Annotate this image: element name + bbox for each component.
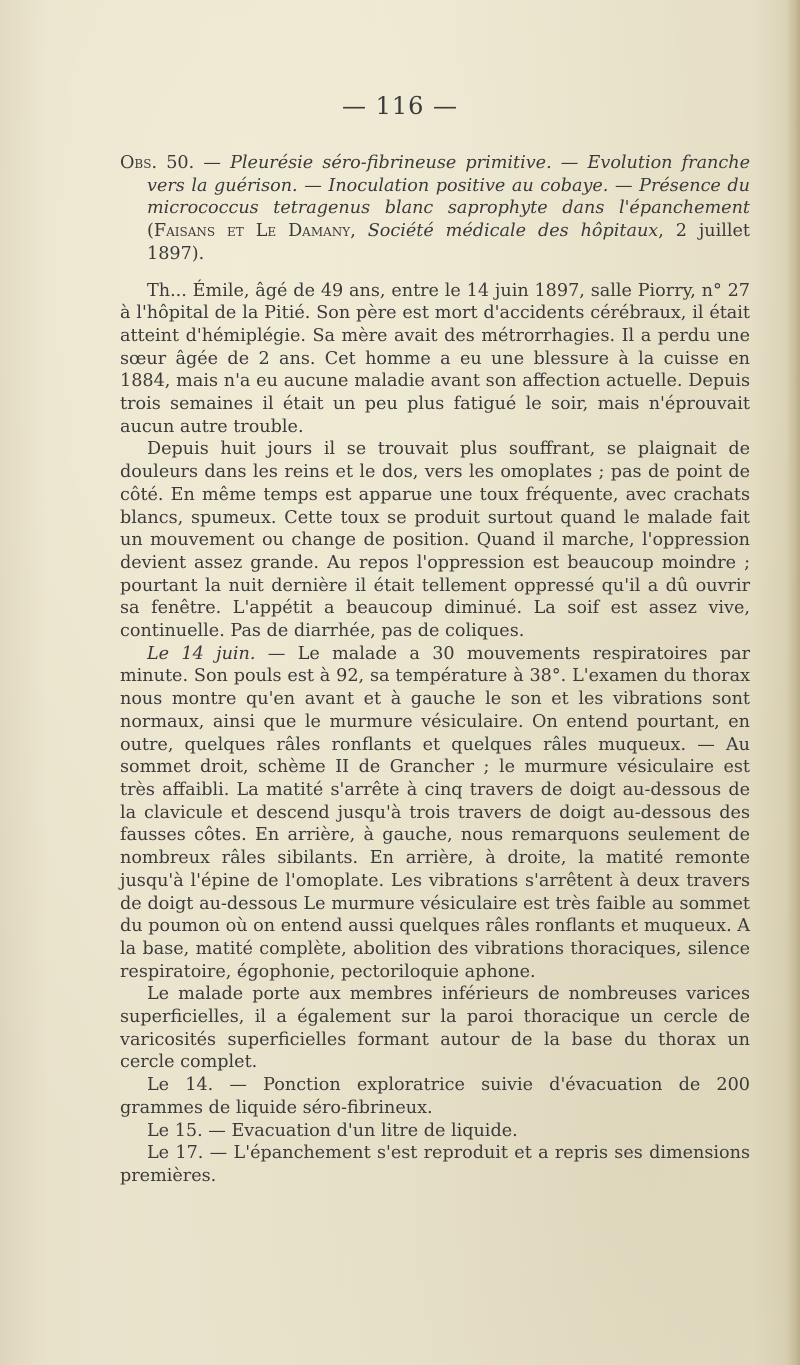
observation-authors: Faisans et Le Damany: [153, 221, 351, 242]
paragraph-6: Le 15. — Evacuation d'un litre de liquide.: [147, 1120, 518, 1141]
paragraph-4: Le malade porte aux membres inférieurs de nombreuses varices superficielles, il a également sur la paroi thoracique un cercle de varicosités superficielles formant autour de la base du thorax un cercle complet.: [120, 984, 750, 1073]
observation-heading: [107, 152, 750, 266]
authors-separator: ,: [350, 221, 368, 242]
page-number: — 116 —: [341, 92, 459, 120]
paragraph-3-text: — Le malade a 30 mouvements respiratoires par minute. Son pouls est à 92, sa température à 38°. L'examen du thorax nous montre qu'en avant et à gauche le son et les vibrations sont normaux, ainsi que le murmure vésiculaire. On entend pourtant, en outre, quelques râles ronflants et quelques râles muqueux. — Au sommet droit, schème II de Grancher ; le murmure vésiculaire est très affaibli. La matité s'arrête à cinq travers de doigt au-dessous de la clavicule et descend jusqu'à trois travers de doigt au-dessous des fausses côtes. En arrière, à gauche, nous remarquons seulement de nombreux râles sibilants. En arrière, à droite, la matité remonte jusqu'à l'épine de l'omoplate. Les vibrations s'arrêtent à deux travers de doigt au-dessous Le murmure vésiculaire est très faible au sommet du poumon où on entend aussi quelques râles ronflants et muqueux. A la base, matité complète, abolition des vibrations thoraciques, silence respiratoire, égophonie, pectoriloquie aphone.: [120, 643, 750, 982]
paragraph-5: Le 14. — Ponction exploratrice suivie d'évacuation de 200 grammes de liquide séro-fibrineux.: [120, 1075, 750, 1118]
paragraph-3: [120, 643, 750, 984]
text-body: [120, 152, 750, 1188]
page-edge-shadow: [786, 0, 800, 1365]
paragraph-2: Depuis huit jours il se trouvait plus souffrant, se plaignait de douleurs dans les reins et le dos, vers les omoplates ; pas de point de côté. En même temps est apparue une toux fréquente, avec crachats blancs, spumeux. Cette toux se produit surtout quand le malade fait un mouvement ou change de position. Quand il marche, l'oppression devient assez grande. Au repos l'oppression est beaucoup moindre ; pourtant la nuit dernière il était tellement oppressé qu'il a dû ouvrir sa fenêtre. L'appétit a beaucoup diminué. La soif est assez vive, continuelle. Pas de diarrhée, pas de coliques.: [120, 439, 750, 642]
spacer: [120, 266, 750, 280]
title-separator: —: [194, 153, 231, 173]
observation-source-date: , 2 juillet 1897).: [147, 221, 750, 264]
observation-title: Pleurésie séro-fibrineuse primitive. — Evolution franche vers la guérison. — Inoculation positive au cobaye. — Présence du micrococcus tetragenus blanc saprophyte dans l'épanchement: [147, 153, 750, 219]
observation-source: Société médicale des hôpitaux: [367, 221, 659, 242]
paragraph-7: Le 17. — L'épanchement s'est reproduit et a repris ses dimensions premières.: [120, 1143, 750, 1186]
paragraph-3-date: Le 14 juin.: [147, 643, 256, 664]
observation-label: Obs. 50.: [120, 153, 195, 173]
authors-open: (: [147, 221, 154, 242]
paragraph-1: Th... Émile, âgé de 49 ans, entre le 14 juin 1897, salle Piorry, n° 27 à l'hôpital de la Pitié. Son père est mort d'accidents cérébraux, il était atteint d'hémiplégie. Sa mère avait des métrorrhagies. Il a perdu une sœur âgée de 2 ans. Cet homme a eu une blessure à la cuisse en 1884, mais n'a eu aucune maladie avant son affection actuelle. Depuis trois semaines il était un peu plus fatigué le soir, mais n'éprouvait aucun autre trouble.: [120, 280, 750, 437]
